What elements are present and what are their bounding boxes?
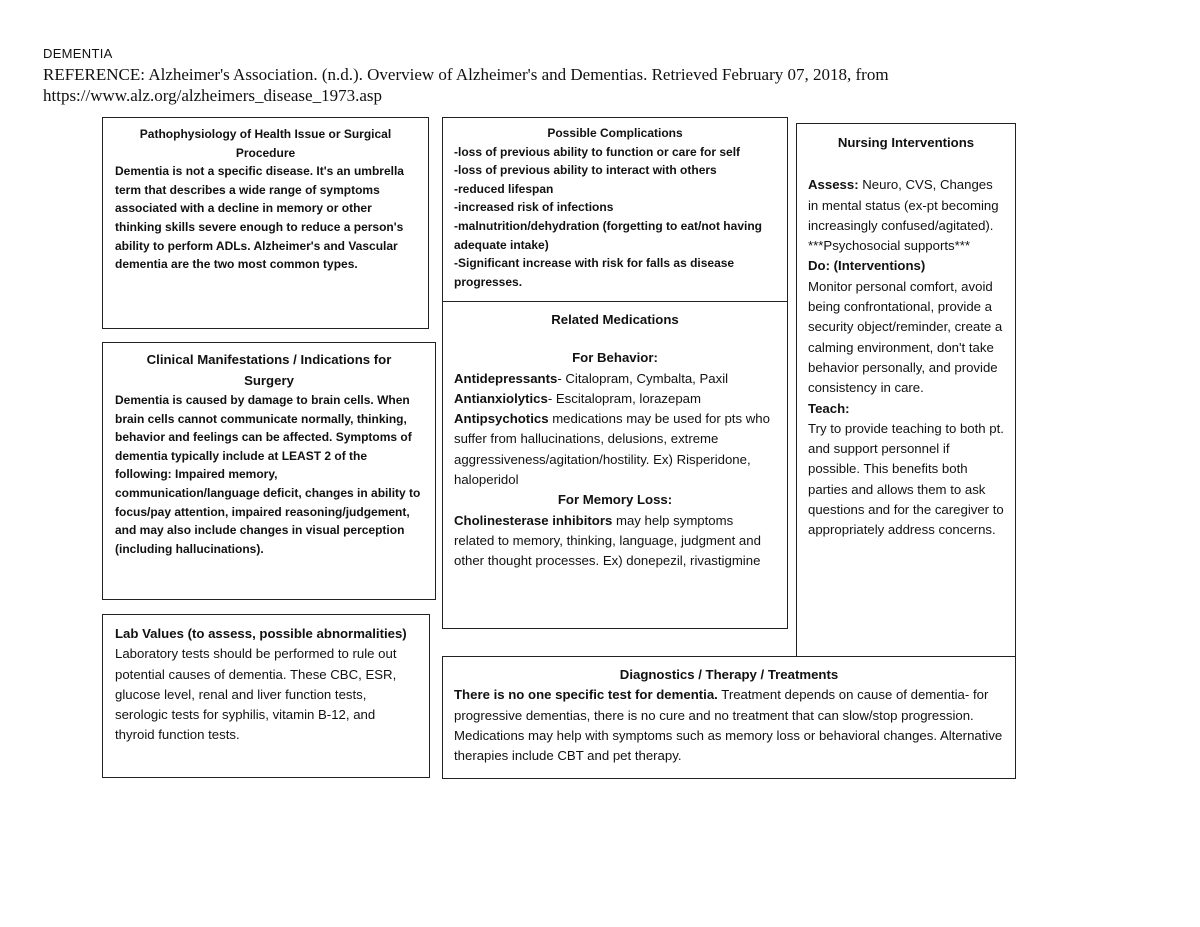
complication-item: -increased risk of infections [454, 200, 614, 215]
diagnostics-title: Diagnostics / Therapy / Treatments [619, 667, 839, 682]
complication-item: -reduced lifespan [454, 181, 554, 196]
antipsychotics-text: medications may be used for pts who suffer from hallucinations, delusions, extreme aggressiveness/agitation/hostility. Ex) Risperidone, haloperidol [454, 411, 770, 488]
clinical-title: Clinical Manifestations / Indications for Surgery [146, 352, 392, 388]
nursing-title: Nursing Interventions [837, 135, 975, 150]
complications-box [442, 117, 788, 302]
pathophysiology-box [102, 117, 429, 329]
assess-label: Assess: [808, 177, 859, 193]
antidepressants-label: Antidepressants [454, 370, 558, 386]
document-title: DEMENTIA [43, 46, 113, 61]
complications-title: Possible Complications [547, 126, 683, 140]
antipsychotics-label: Antipsychotics [454, 411, 549, 427]
diagnostics-body [454, 685, 1004, 766]
antianxiolytics-label: Antianxiolytics [454, 390, 548, 406]
cholinesterase-text: may help symptoms related to memory, thinking, language, judgment and other thought processes. Ex) donepezil, rivastigmine [454, 512, 761, 569]
complication-item: -loss of previous ability to function or care for self [454, 144, 741, 159]
complication-item: -malnutrition/dehydration (forgetting to eat/not having adequate intake) [454, 218, 762, 252]
nursing-interventions-box [796, 123, 1016, 657]
medications-title: Related Medications [551, 312, 679, 327]
antidepressants-text: - Citalopram, Cymbalta, Paxil [557, 370, 729, 386]
assess-section [808, 175, 1004, 236]
lab-values-box [102, 614, 430, 778]
antidepressants-line [454, 369, 776, 389]
diagnostics-box [442, 656, 1016, 779]
reference-citation [43, 64, 973, 106]
lab-title: Lab Values (to assess, possible abnormalities) [115, 626, 407, 641]
related-medications-box [442, 301, 788, 629]
diagnostics-lead: There is no one specific test for dementia. [454, 687, 718, 703]
psychosocial-note: ***Psychosocial supports*** [808, 238, 970, 254]
antipsychotics-line [454, 409, 776, 490]
clinical-manifestations-box [102, 342, 436, 600]
cholinesterase-label: Cholinesterase inhibitors [454, 512, 613, 528]
memory-heading: For Memory Loss: [557, 492, 673, 508]
do-label: Do: (Interventions) [808, 258, 926, 274]
do-text: Monitor personal comfort, avoid being confrontational, provide a security object/reminder, create a calming environment, don't take behavior personally, and provide consistency in care. [808, 278, 1003, 396]
cholinesterase-line [454, 511, 776, 572]
antianxiolytics-line [454, 389, 776, 409]
teach-label: Teach: [808, 400, 850, 416]
clinical-body: Dementia is caused by damage to brain cells. When brain cells cannot communicate normally, thinking, behavior and feelings can be affected. Symptoms of dementia typically include at LEAST 2 of the following: Impaired memory, communication/language deficit, changes in ability to focus/pay attention, impaired reasoning/judgement, and may also include changes in visual perception (including hallucinations). [115, 393, 421, 556]
complication-item: -loss of previous ability to interact with others [454, 163, 717, 178]
teach-text: Try to provide teaching to both pt. and support personnel if possible. This benefits both parties and allows them to ask questions and for the caregiver to appropriately address concerns. [808, 420, 1004, 538]
reference-url: https://www.alz.org/alzheimers_disease_1973.asp [43, 86, 382, 105]
diagnostics-text: Treatment depends on cause of dementia- for progressive dementias, there is no cure and no treatment that can slow/stop progression. Medications may help with symptoms such as memory loss or behavioral changes. Alternative therapies include CBT and pet therapy. [454, 687, 1003, 764]
behavior-heading: For Behavior: [572, 350, 658, 366]
assess-text: Neuro, CVS, Changes in mental status (ex-pt becoming increasingly confused/agitated). [808, 177, 999, 233]
complication-item: -Significant increase with risk for falls as disease progresses. [454, 256, 735, 289]
reference-line-1: REFERENCE: Alzheimer's Association. (n.d.). Overview of Alzheimer's and Dementias. Retrieved February 07, 2018, from [43, 65, 889, 84]
pathophysiology-body: Dementia is not a specific disease. It's an umbrella term that describes a wide range of symptoms associated with a decline in memory or other thinking skills severe enough to reduce a person's ability to perform ADLs. Alzheimer's and Vascular dementia are the two most common types. [115, 164, 404, 272]
lab-body: Laboratory tests should be performed to rule out potential causes of dementia. These CBC, ESR, glucose level, renal and liver function tests, serologic tests for syphilis, vitamin B-12, and thyroid function tests. [115, 646, 397, 743]
pathophysiology-title: Pathophysiology of Health Issue or Surgical Procedure [139, 127, 392, 160]
antianxiolytics-text: - Escitalopram, lorazepam [547, 390, 701, 406]
